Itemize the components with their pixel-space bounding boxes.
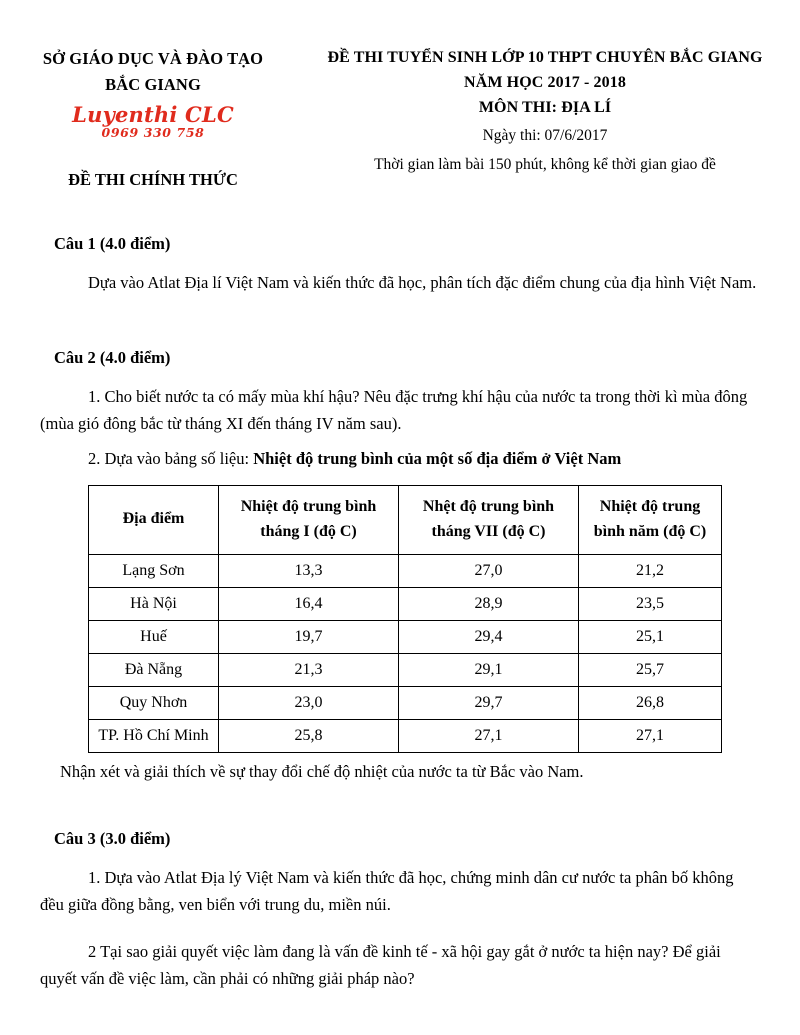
exam-title-line1: ĐỀ THI TUYỂN SINH LỚP 10 THPT CHUYÊN BẮC GIANG [327,49,763,66]
cell-july: 29,7 [399,686,579,719]
cell-january: 23,0 [219,686,399,719]
temperature-table-wrapper [88,485,760,753]
header-right-block [298,46,792,174]
luyenthi-clc-logo [8,104,298,140]
table-row [89,554,722,587]
cell-annual: 26,8 [579,686,722,719]
table-row [89,587,722,620]
table-row [89,620,722,653]
table-intro-plain-text: 2. Dựa vào bảng số liệu: [88,448,254,468]
header-line-2: tháng VII (độ C) [431,522,546,540]
cell-july: 29,1 [399,653,579,686]
cell-january: 13,3 [219,554,399,587]
header-line-2: bình năm (độ C) [593,522,707,540]
cell-july: 27,1 [399,719,579,752]
question-2-paragraph-1: 1. Cho biết nước ta có mấy mùa khí hậu? Nêu đặc trưng khí hậu của nước ta trong thời kì mùa đông (mùa gió đông bắc từ tháng XI đến tháng IV năm sau). [40,387,748,434]
question-block-3 [40,829,760,993]
table-header-row [89,485,722,554]
header-line-1: Nhiệt độ trung [599,497,701,515]
question-2-title: Câu 2 (4.0 điểm) [54,348,171,368]
table-col-header-january [219,485,399,554]
table-col-header-july [399,485,579,554]
cell-annual: 21,2 [579,554,722,587]
table-row [89,653,722,686]
header-line-2: tháng I (độ C) [260,522,357,540]
table-col-header-location [89,485,219,554]
cell-location: Đà Nẵng [89,653,219,686]
question-3-title: Câu 3 (3.0 điểm) [54,828,171,848]
table-body [89,554,722,752]
header-left-block [8,46,298,190]
section-spacer [40,304,760,348]
temperature-table [88,485,722,753]
cell-location: Hà Nội [89,587,219,620]
cell-january: 16,4 [219,587,399,620]
cell-january: 25,8 [219,719,399,752]
cell-january: 19,7 [219,620,399,653]
logo-phone-number: 0969 330 758 [101,125,205,141]
table-header [89,485,722,554]
exam-duration: Thời gian làm bài 150 phút, không kể thời gian giao đề [374,156,716,174]
question-3-paragraph-1: 1. Dựa vào Atlat Địa lý Việt Nam và kiến thức đã học, chứng minh dân cư nước ta phân bố không đều giữa đồng bằng, ven biển với trung du, miền núi. [40,867,734,914]
cell-location: Huế [89,620,219,653]
table-row [89,686,722,719]
official-exam-label: ĐỀ THI CHÍNH THỨC [68,169,238,189]
cell-annual: 25,1 [579,620,722,653]
cell-january: 21,3 [219,653,399,686]
cell-location: Quy Nhơn [89,686,219,719]
exam-content [0,234,800,993]
question-block-1 [40,234,760,297]
logo-wordmark: Luyenthi CLC [72,102,234,128]
cell-location: Lạng Sơn [89,554,219,587]
exam-title-line2: NĂM HỌC 2017 - 2018 [464,73,626,91]
question-2-table-intro [40,446,760,473]
header-line-1: Nhệt độ trung bình [422,497,555,515]
question-block-2 [40,348,760,785]
header-line-1: Nhiệt độ trung bình [240,497,377,515]
department-name-line2: BẮC GIANG [105,74,201,94]
table-row [89,719,722,752]
cell-july: 28,9 [399,587,579,620]
document-header [0,0,800,190]
question-2-after-table-text: Nhận xét và giải thích về sự thay đổi chế độ nhiệt của nước ta từ Bắc vào Nam. [60,761,584,781]
question-3-paragraph-2: 2 Tại sao giải quyết việc làm đang là vấn đề kinh tế - xã hội gay gắt ở nước ta hiện nay? Để giải quyết vấn đề việc làm, cần phải có những giải pháp nào? [40,942,721,989]
section-spacer [40,785,760,829]
paragraph-spacer [40,926,760,939]
exam-subject-line: MÔN THI: ĐỊA LÍ [478,98,612,116]
cell-annual: 27,1 [579,719,722,752]
cell-annual: 25,7 [579,653,722,686]
cell-location: TP. Hồ Chí Minh [89,719,219,752]
table-col-header-annual [579,485,722,554]
cell-july: 29,4 [399,620,579,653]
table-intro-bold-text: Nhiệt độ trung bình của một số địa điểm ở Việt Nam [253,448,622,468]
cell-annual: 23,5 [579,587,722,620]
question-1-title: Câu 1 (4.0 điểm) [54,233,171,253]
question-1-paragraph-1: Dựa vào Atlat Địa lí Việt Nam và kiến thức đã học, phân tích đặc điểm chung của địa hình Việt Nam. [88,272,757,292]
header-line-1: Địa điểm [122,510,185,528]
exam-date: Ngày thi: 07/6/2017 [482,127,608,145]
cell-july: 27,0 [399,554,579,587]
department-name-line1: SỞ GIÁO DỤC VÀ ĐÀO TẠO [42,49,264,68]
